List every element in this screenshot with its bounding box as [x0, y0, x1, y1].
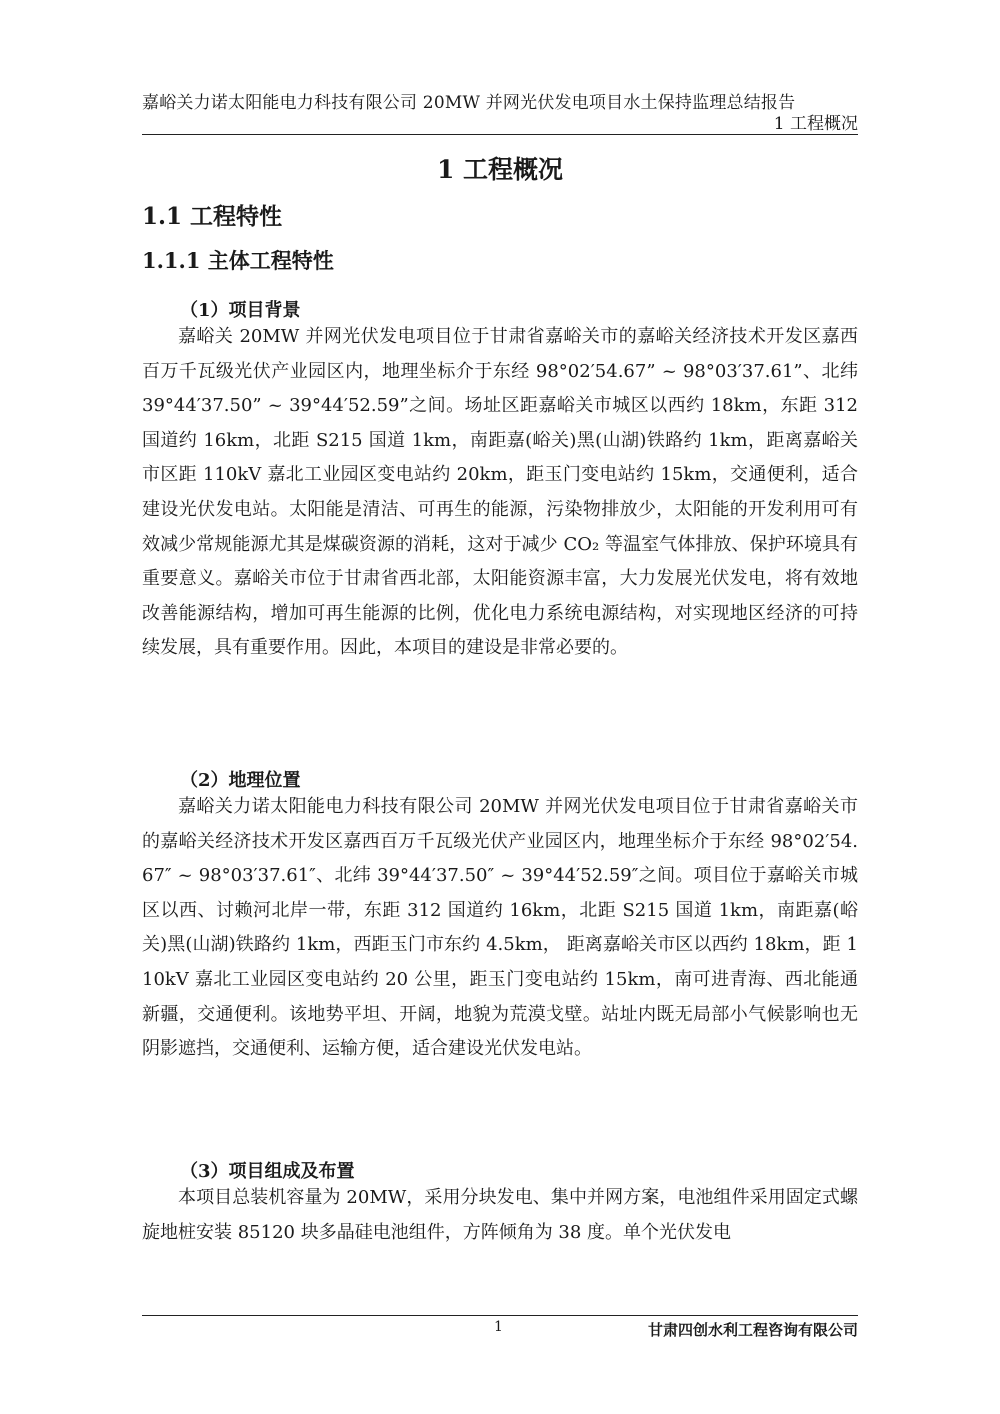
subsection-heading-location: （2）地理位置 — [180, 770, 301, 791]
footer-divider — [142, 1315, 858, 1316]
section-heading-1-1-1: 1.1.1 主体工程特性 — [142, 248, 334, 273]
footer-company-name: 甘肃四创水利工程咨询有限公司 — [647, 1321, 858, 1339]
paragraph-composition: 本项目总装机容量为 20MW，采用分块发电、集中并网方案，电池组件采用固定式螺旋地桩安装 85120 块多晶硅电池组件，方阵倾角为 38 度。单个光伏发电 — [142, 1187, 858, 1243]
subsection-heading-composition: （3）项目组成及布置 — [180, 1161, 355, 1182]
page-number: 1 — [494, 1319, 503, 1335]
paragraph-location: 嘉峪关力诺太阳能电力科技有限公司 20MW 并网光伏发电项目位于甘肃省嘉峪关市的嘉峪关经济技术开发区嘉西百万千瓦级光伏产业园区内，地理坐标介于东经 98°02′54.67″ ~ 98°03′37.61″、北纬 39°44′37.50″ ~ 39°44′52.59″之间。项目位于嘉峪关市城区以西、讨赖河北岸一带，东距 312 国道约 16km，北距 S215 国道 1km，南距嘉(峪关)黑(山湖)铁路约 1km，西距玉门市东约 4.5km， 距离嘉峪关市区以西约 18km，距 110kV 嘉北工业园区变电站约 20 公里，距玉门变电站约 15km，南可进青海、西北能通新疆，交通便利。该地势平坦、开阔，地貌为荒漠戈壁。站址内既无局部小气候影响也无阴影遮挡，交通便利、运输方便，适合建设光伏发电站。 — [142, 796, 858, 1060]
header-section-label: 1 工程概况 — [773, 114, 858, 134]
header-divider — [142, 134, 858, 135]
section-heading-1-1: 1.1 工程特性 — [142, 203, 283, 230]
chapter-title: 1 工程概况 — [436, 155, 564, 184]
paragraph-background: 嘉峪关 20MW 并网光伏发电项目位于甘肃省嘉峪关市的嘉峪关经济技术开发区嘉西百万千瓦级光伏产业园区内，地理坐标介于东经 98°02′54.67” ~ 98°03′37.61”、北纬 39°44′37.50” ~ 39°44′52.59”之间。场址区距嘉峪关市城区以西约 18km，东距 312 国道约 16km，北距 S215 国道 1km，南距嘉(峪关)黑(山湖)铁路约 1km，距离嘉峪关市区距 110kV 嘉北工业园区变电站约 20km，距玉门变电站约 15km，交通便利，适合建设光伏发电站。太阳能是清洁、可再生的能源，污染物排放少，太阳能的开发利用可有效减少常规能源尤其是煤碳资源的消耗，这对于减少 CO₂ 等温室气体排放、保护环境具有重要意义。嘉峪关市位于甘肃省西北部，太阳能资源丰富，大力发展光伏发电，将有效地改善能源结构，增加可再生能源的比例，优化电力系统电源结构，对实现地区经济的可持续发展，具有重要作用。因此，本项目的建设是非常必要的。 — [142, 326, 858, 659]
subsection-heading-background: （1）项目背景 — [180, 300, 301, 321]
header-report-title: 嘉峪关力诺太阳能电力科技有限公司 20MW 并网光伏发电项目水土保持监理总结报告 — [142, 93, 796, 113]
